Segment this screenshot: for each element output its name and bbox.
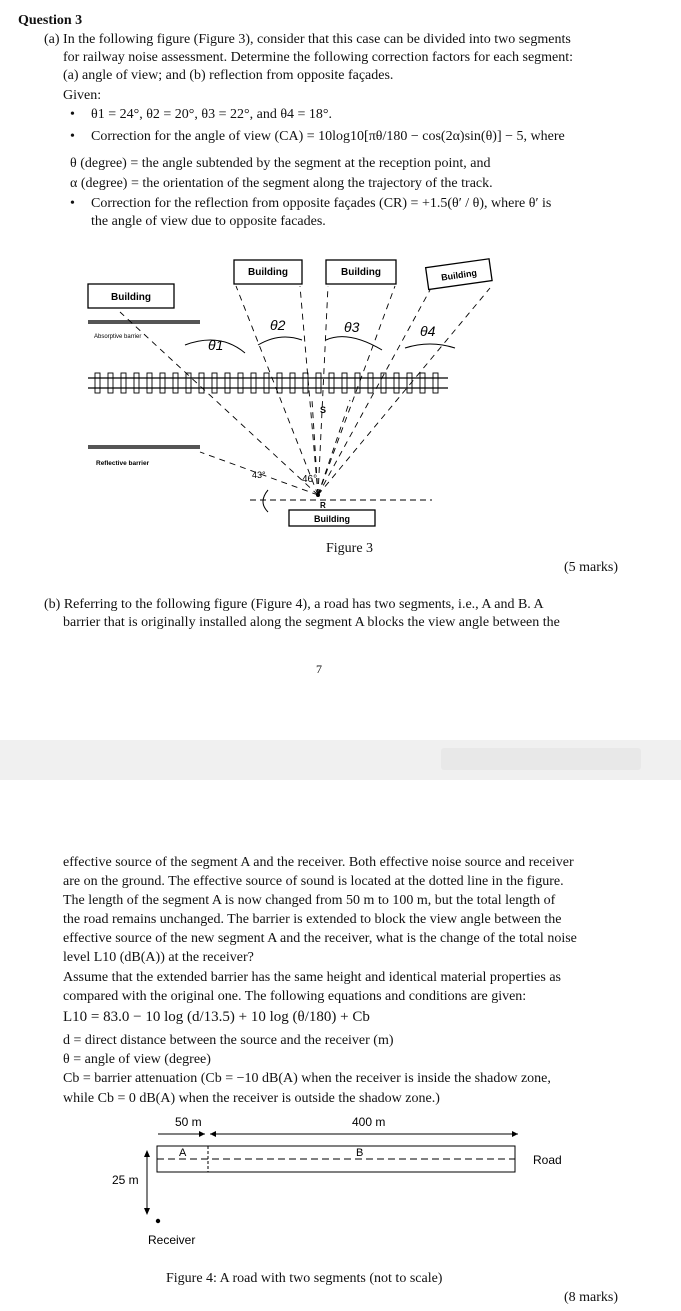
railway-sleeper: [173, 373, 178, 393]
page-number: 7: [316, 662, 322, 676]
theta-1-label: θ1: [208, 337, 224, 353]
building-bottom-label: Building: [314, 514, 350, 524]
railway-sleeper: [368, 373, 373, 393]
railway-sleeper: [147, 373, 152, 393]
angle-43-label: 43°: [252, 470, 266, 480]
dim-25m-arrow-up: [144, 1150, 150, 1157]
bullet-angle-of-view: Correction for the angle of view (CA) = 10log10[πθ/180 − cos(2α)sin(θ)] − 5, where: [91, 129, 565, 144]
label-50m: 50 m: [175, 1115, 202, 1129]
theta-4-arc: [405, 344, 455, 348]
question-title: Question 3: [18, 13, 83, 28]
cb-definition-1: Cb = barrier attenuation (Cb = −10 dB(A) when the receiver is inside the shadow zone,: [63, 1071, 551, 1086]
railway-sleeper: [134, 373, 139, 393]
railway-sleeper: [420, 373, 425, 393]
receiver-label: R: [320, 501, 326, 510]
label-segment-a: A: [179, 1147, 187, 1159]
part-b-line-2: barrier that is originally installed along the segment A blocks the view angle between the: [63, 615, 560, 630]
part-b-p2-line-8: compared with the original one. The following equations and conditions are given:: [63, 989, 527, 1004]
railway-sleeper: [199, 373, 204, 393]
label-25m: 25 m: [112, 1173, 139, 1187]
marks-part-b: (8 marks): [564, 1290, 619, 1305]
part-b-p2-line-1: effective source of the segment A and the receiver. Both effective noise source and receiver: [63, 855, 574, 870]
dim-50m-arrow: [199, 1131, 205, 1137]
angle-46-label: 46°: [302, 474, 318, 485]
railway-sleeper: [160, 373, 165, 393]
theta-3-label: θ3: [344, 319, 360, 335]
marks-part-a: (5 marks): [564, 560, 619, 575]
part-b-p2-line-6: level L10 (dB(A)) at the receiver?: [63, 950, 254, 965]
d-definition: d = direct distance between the source and the receiver (m): [63, 1033, 394, 1048]
railway-sleeper: [303, 373, 308, 393]
railway-sleeper: [342, 373, 347, 393]
building-left-label: Building: [111, 292, 151, 303]
railway-sleeper: [238, 373, 243, 393]
building-top-3-label: Building: [440, 267, 478, 283]
theta-2-label: θ2: [270, 317, 286, 333]
label-road: Road: [533, 1153, 562, 1167]
railway-sleeper: [121, 373, 126, 393]
bullet-icon: •: [70, 196, 75, 211]
railway-sleeper: [277, 373, 282, 393]
railway-sleeper: [316, 373, 321, 393]
label-400m: 400 m: [352, 1115, 386, 1129]
part-b-p2-line-5: effective source of the new segment A and the receiver, what is the change of the total noise: [63, 931, 577, 946]
theta-definition: θ (degree) = the angle subtended by the segment at the reception point, and: [70, 156, 491, 171]
page-2: [0, 780, 681, 1311]
bullet-icon: •: [70, 129, 75, 144]
railway-sleeper: [355, 373, 360, 393]
railway-sleeper: [433, 373, 438, 393]
absorptive-barrier: [88, 320, 200, 324]
railway-sleeper: [251, 373, 256, 393]
figure-4-caption: Figure 4: A road with two segments (not to scale): [166, 1271, 443, 1286]
part-b-line-1: (b) Referring to the following figure (Figure 4), a road has two segments, i.e., A and B. A: [44, 597, 544, 612]
theta-4-label: θ4: [420, 323, 436, 339]
railway-sleepers: [95, 373, 438, 393]
label-segment-b: B: [356, 1147, 364, 1159]
railway-sleeper: [225, 373, 230, 393]
part-a-line-3: (a) angle of view; and (b) reflection from opposite façades.: [63, 68, 394, 83]
part-b-p2-line-7: Assume that the extended barrier has the same height and identical material properties as: [63, 970, 561, 985]
figure-3-caption: Figure 3: [326, 541, 374, 556]
given-label: Given:: [63, 88, 102, 103]
reflective-barrier-label: Reflective barrier: [96, 460, 150, 467]
label-receiver: Receiver: [148, 1233, 196, 1247]
angle-43-arc: [263, 490, 268, 512]
cb-definition-2: while Cb = 0 dB(A) when the receiver is outside the shadow zone.): [63, 1091, 440, 1106]
alpha-definition: α (degree) = the orientation of the segment along the trajectory of the track.: [70, 176, 493, 191]
receiver-dot: [156, 1219, 160, 1223]
source-label: S: [320, 405, 327, 415]
l10-equation: L10 = 83.0 − 10 log (d/13.5) + 10 log (θ/180) + Cb: [63, 1009, 370, 1025]
bullet-reflection: Correction for the reflection from opposite façades (CR) = +1.5(θ′ / θ), where θ′ is: [91, 196, 552, 211]
railway-sleeper: [264, 373, 269, 393]
railway-sleeper: [186, 373, 191, 393]
theta-2-arc: [258, 337, 302, 345]
dim-400m-arrow-left: [210, 1131, 216, 1137]
sight-line-6: [318, 290, 430, 495]
part-a-line-2: for railway noise assessment. Determine the following correction factors for each segment:: [63, 50, 574, 65]
building-top-2-label: Building: [341, 267, 381, 278]
figure-4-diagram: [0, 1110, 681, 1250]
sight-line-5: [318, 286, 395, 495]
sight-line-4: [318, 286, 328, 495]
railway-sleeper: [108, 373, 113, 393]
reflective-barrier: [88, 445, 200, 449]
dim-25m-arrow-down: [144, 1208, 150, 1215]
railway-sleeper: [290, 373, 295, 393]
part-b-p2-line-3: The length of the segment A is now changed from 50 m to 100 m, but the total length of: [63, 893, 556, 908]
railway-sleeper: [95, 373, 100, 393]
theta-definition-b: θ = angle of view (degree): [63, 1052, 211, 1067]
page-gap: [0, 740, 681, 780]
theta-3-arc: [326, 337, 382, 350]
railway-sleeper: [329, 373, 334, 393]
bullet-theta-values: θ1 = 24°, θ2 = 20°, θ3 = 22°, and θ4 = 18°.: [91, 107, 333, 122]
bullet-reflection-cont: the angle of view due to opposite facades.: [91, 214, 326, 229]
dim-400m-arrow-right: [512, 1131, 518, 1137]
railway-sleeper: [212, 373, 217, 393]
part-b-p2-line-4: the road remains unchanged. The barrier is extended to block the view angle between the: [63, 912, 562, 927]
part-b-p2-line-2: are on the ground. The effective source of sound is located at the dotted line in the figure.: [63, 874, 564, 889]
absorptive-barrier-label: Absorptive barrier: [94, 334, 142, 340]
figure-3-diagram: [0, 250, 681, 540]
building-top-1-label: Building: [248, 267, 288, 278]
railway-sleeper: [394, 373, 399, 393]
bullet-icon: •: [70, 107, 75, 122]
part-a-line-1: (a) In the following figure (Figure 3), consider that this case can be divided into two segments: [44, 32, 571, 47]
receiver-point: [316, 493, 320, 497]
